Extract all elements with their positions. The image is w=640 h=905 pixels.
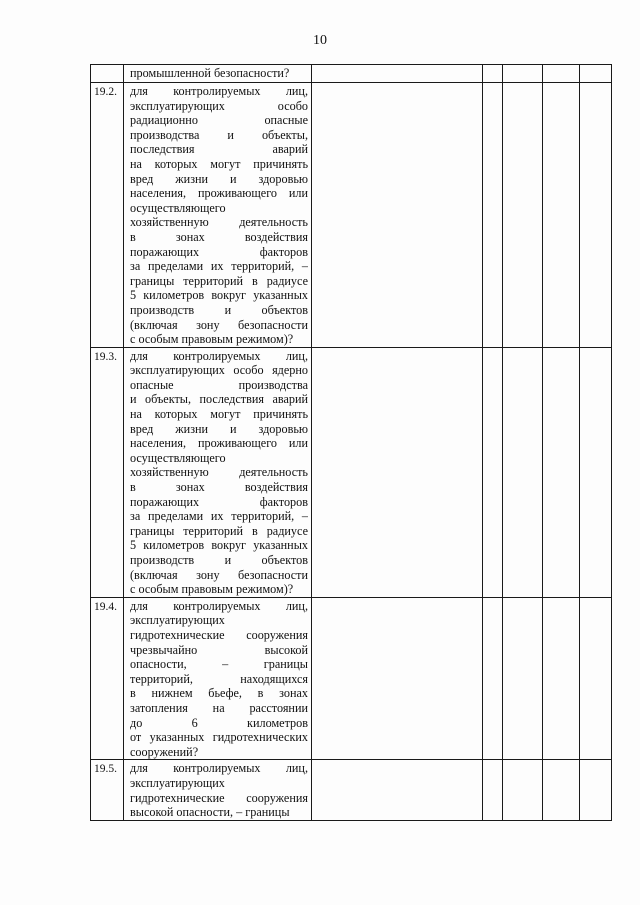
question-line: для контролируемых лиц, (130, 761, 308, 776)
question-line: 5 километров вокруг указанных (130, 288, 308, 303)
question-line: от указанных гидротехнических (130, 730, 308, 745)
question-line: границы территорий в радиусе (130, 273, 308, 288)
question-line: производств и объектов (130, 553, 308, 567)
question-line: с особым правовым режимом)? (130, 582, 294, 597)
question-line: вред жизни и здоровью (130, 421, 308, 436)
question-line: эксплуатирующих особо ядерно (130, 363, 308, 378)
question-line: сооружений? (130, 744, 199, 759)
note-cell (580, 347, 612, 597)
not-applicable-cell (543, 597, 580, 760)
question-text (124, 65, 312, 83)
requirement-reference-cell (312, 347, 483, 597)
note-cell (580, 65, 612, 83)
question-line: последствия аварий (130, 142, 308, 157)
item-number: 19.3. (91, 347, 124, 597)
question-line: для контролируемых лиц, (130, 348, 308, 363)
question-line: поражающих факторов (130, 494, 308, 509)
table-row (91, 760, 612, 820)
question-line: гидротехнические сооружения (130, 627, 308, 642)
yes-cell (483, 65, 503, 83)
question-line: на которых могут причинять (130, 156, 308, 171)
question-line: осуществляющего (130, 200, 226, 215)
no-cell (503, 597, 543, 760)
question-line: с особым правовым режимом)? (130, 332, 294, 347)
item-number: 19.4. (91, 597, 124, 760)
question-line: производств и объектов (130, 302, 308, 317)
table-row (91, 83, 612, 348)
question-line: радиационно опасные (130, 113, 308, 128)
question-line: 5 километров вокруг указанных (130, 538, 308, 553)
yes-cell (483, 83, 503, 348)
question-line: в зонах воздействия (130, 480, 308, 495)
yes-cell (483, 347, 503, 597)
checklist-body (91, 65, 612, 821)
question-line: для контролируемых лиц, (130, 598, 308, 613)
page-number: 10 (313, 33, 327, 48)
question-text (124, 83, 312, 348)
question-line: опасные производства (130, 377, 308, 392)
question-line: на которых могут причинять (130, 407, 308, 422)
no-cell (503, 347, 543, 597)
table-row (91, 65, 612, 83)
question-line: промышленной безопасности? (130, 66, 290, 80)
no-cell (503, 83, 543, 348)
not-applicable-cell (543, 83, 580, 348)
item-number: 19.5. (91, 760, 124, 820)
question-line: за пределами их территорий, – (130, 509, 308, 524)
question-line: эксплуатирующих особо (130, 98, 308, 113)
checklist-table (90, 64, 612, 821)
question-line: эксплуатирующих (130, 613, 225, 628)
question-line: гидротехнические сооружения (130, 790, 308, 805)
not-applicable-cell (543, 347, 580, 597)
question-text (124, 760, 312, 820)
requirement-reference-cell (312, 65, 483, 83)
question-line: хозяйственную деятельность (130, 215, 308, 230)
note-cell (580, 760, 612, 820)
question-line: затопления на расстоянии (130, 700, 308, 715)
table-row (91, 597, 612, 760)
not-applicable-cell (543, 65, 580, 83)
requirement-reference-cell (312, 760, 483, 820)
question-line: поражающих факторов (130, 244, 308, 259)
yes-cell (483, 760, 503, 820)
question-line: эксплуатирующих (130, 775, 225, 790)
question-line: за пределами их территорий, – (130, 259, 308, 274)
question-line: производства и объекты, (130, 127, 308, 142)
question-line: (включая зону безопасности (130, 567, 308, 582)
question-line: и объекты, последствия аварий (130, 392, 308, 407)
requirement-reference-cell (312, 597, 483, 760)
question-line: в зонах воздействия (130, 229, 308, 244)
question-line: населения, проживающего или (130, 186, 308, 201)
question-line: опасности, – границы (130, 657, 308, 672)
question-line: границы территорий в радиусе (130, 523, 308, 538)
question-text (124, 597, 312, 760)
no-cell (503, 65, 543, 83)
question-line: высокой опасности, – границы (130, 805, 290, 820)
no-cell (503, 760, 543, 820)
question-line: населения, проживающего или (130, 436, 308, 451)
question-line: (включая зону безопасности (130, 317, 308, 332)
question-line: до 6 километров (130, 715, 308, 730)
not-applicable-cell (543, 760, 580, 820)
question-line: для контролируемых лиц, (130, 84, 308, 98)
note-cell (580, 83, 612, 348)
item-number (91, 65, 124, 83)
question-line: в нижнем бьефе, в зонах (130, 686, 308, 701)
item-number: 19.2. (91, 83, 124, 348)
question-line: осуществляющего (130, 450, 226, 465)
note-cell (580, 597, 612, 760)
question-line: чрезвычайно высокой (130, 642, 308, 657)
question-line: вред жизни и здоровью (130, 171, 308, 186)
question-line: хозяйственную деятельность (130, 465, 308, 480)
question-text (124, 347, 312, 597)
requirement-reference-cell (312, 83, 483, 348)
question-line: территорий, находящихся (130, 671, 308, 686)
yes-cell (483, 597, 503, 760)
table-row (91, 347, 612, 597)
